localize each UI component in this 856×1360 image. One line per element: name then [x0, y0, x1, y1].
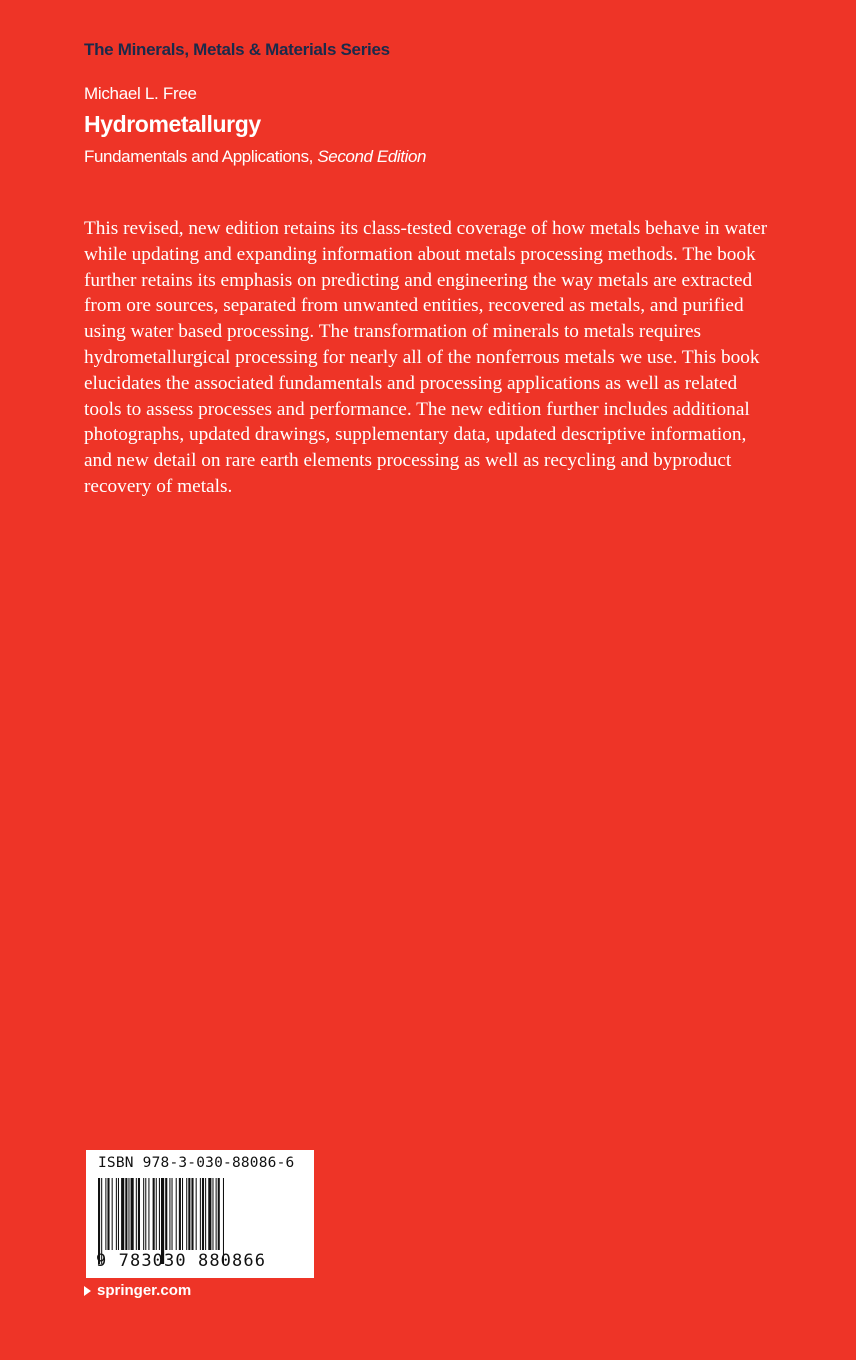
subtitle-edition: Second Edition: [317, 147, 427, 166]
publisher-url: springer.com: [97, 1282, 192, 1299]
book-title: Hydrometallurgy: [84, 111, 261, 137]
book-subtitle: [84, 147, 426, 167]
barcode-panel: [86, 1150, 314, 1278]
publisher-link[interactable]: [84, 1282, 191, 1299]
triangle-arrow-icon: [84, 1286, 91, 1296]
subtitle-main: Fundamentals and Applications,: [84, 147, 313, 166]
series-title: The Minerals, Metals & Materials Series: [84, 40, 390, 59]
isbn-label: ISBN 978-3-030-88086-6: [98, 1155, 295, 1171]
barcode-digits: 9 783030 880866: [96, 1251, 267, 1271]
book-description: This revised, new edition retains its class-tested coverage of how metals behave in water while updating and expanding information about metals processing methods. The book further retains its emphasis on predicting and engineering the way metals are extracted from ore sources, separated from unwanted entities, recovered as metals, and purified using water based processing. The transformation of minerals to metals requires hydrometallurgical processing for nearly all of the nonferrous metals we use. This book elucidates the associated fundamentals and processing applications as well as related tools to assess processes and performance. The new edition further includes additional photographs, updated drawings, supplementary data, updated descriptive information, and new detail on rare earth elements processing as well as recycling and byproduct recovery of metals.: [84, 218, 768, 497]
author-name: Michael L. Free: [84, 84, 197, 103]
